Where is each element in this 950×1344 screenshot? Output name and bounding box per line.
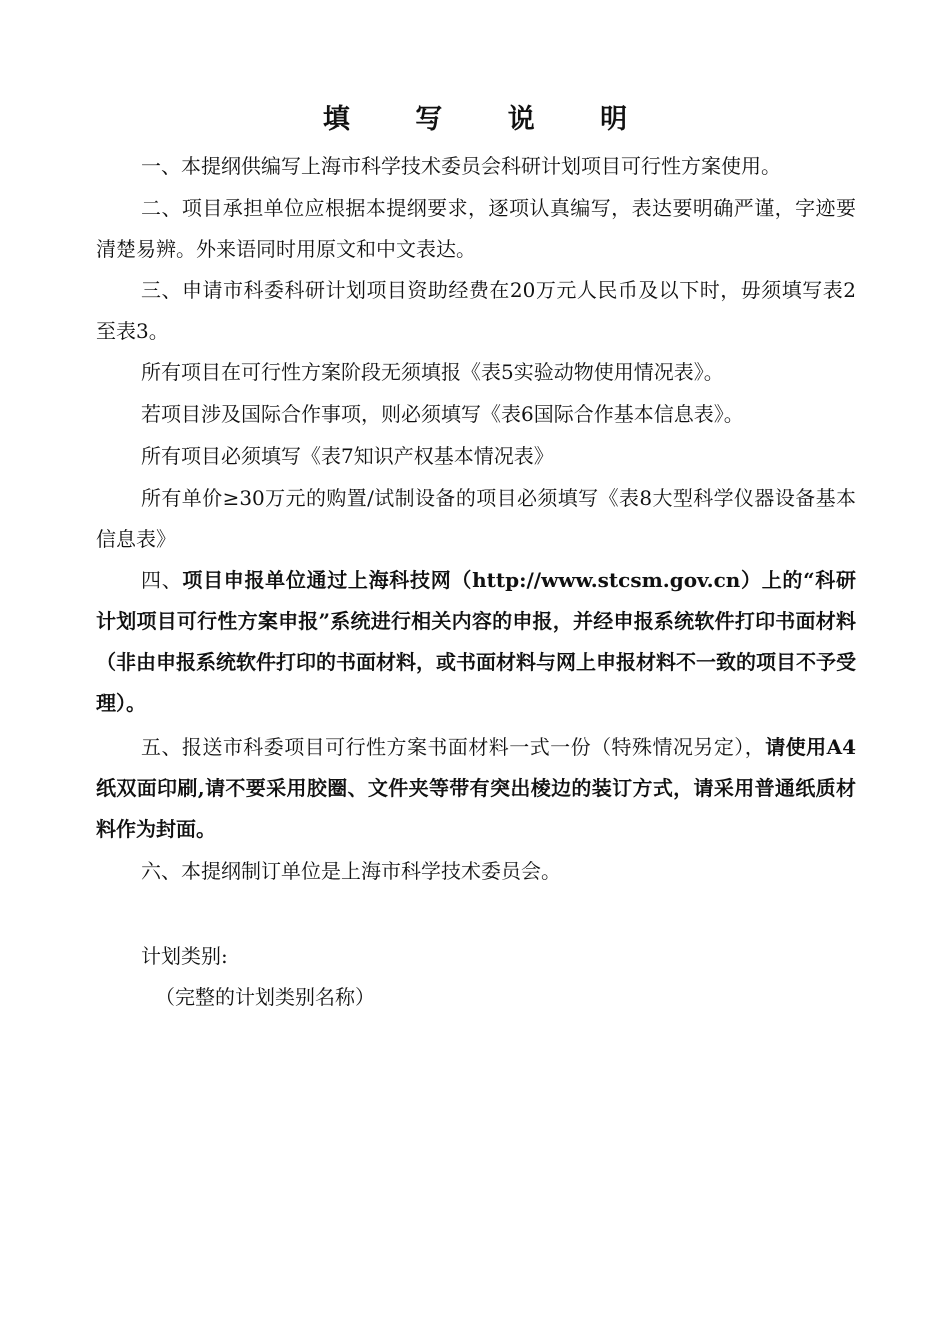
instruction-4 [96,560,856,724]
instruction-3: 三、申请市科委科研计划项目资助经费在20万元人民币及以下时，毋须填写表2至表3。 [96,278,856,343]
instruction-6: 六、本提纲制订单位是上海市科学技术委员会。 [141,859,561,883]
instruction-3-note-animals: 所有项目在可行性方案阶段无须填报《表5实验动物使用情况表》。 [141,360,724,384]
instruction-4-prefix: 四、 [141,568,183,592]
instruction-2: 二、项目承担单位应根据本提纲要求，逐项认真编写，表达要明确严谨，字迹要清楚易辨。外来语同时用原文和中文表达。 [96,196,856,261]
instruction-3-note-ip: 所有项目必须填写《表7知识产权基本情况表》 [141,444,554,468]
plan-category-hint: （完整的计划类别名称） [155,985,375,1009]
instruction-3-note-equipment: 所有单价≥30万元的购置/试制设备的项目必须填写《表8大型科学仪器设备基本信息表》 [96,486,856,551]
instruction-3-note-international: 若项目涉及国际合作事项，则必须填写《表6国际合作基本信息表》。 [141,402,744,426]
instruction-5-bold: 请使用A4纸双面印刷,请不要采用胶圈、文件夹等带有突出棱边的装订方式，请采用普通纸质材料作为封面。 [96,735,857,841]
instruction-4-bold: 项目申报单位通过上海科技网（http://www.stcsm.gov.cn）上的“科研计划项目可行性方案申报”系统进行相关内容的申报，并经申报系统软件打印书面材料（非由申报系统软件打印的书面材料，或书面材料与网上申报材料不一致的项目不予受理）。 [96,568,857,715]
page-title: 填 写 说 明 [322,104,656,135]
instruction-5 [96,727,856,850]
instruction-1: 一、本提纲供编写上海市科学技术委员会科研计划项目可行性方案使用。 [141,154,781,178]
instruction-5-normal: 五、报送市科委项目可行性方案书面材料一式一份（特殊情况另定）， [141,735,766,759]
plan-category-label: 计划类别: [141,944,228,968]
